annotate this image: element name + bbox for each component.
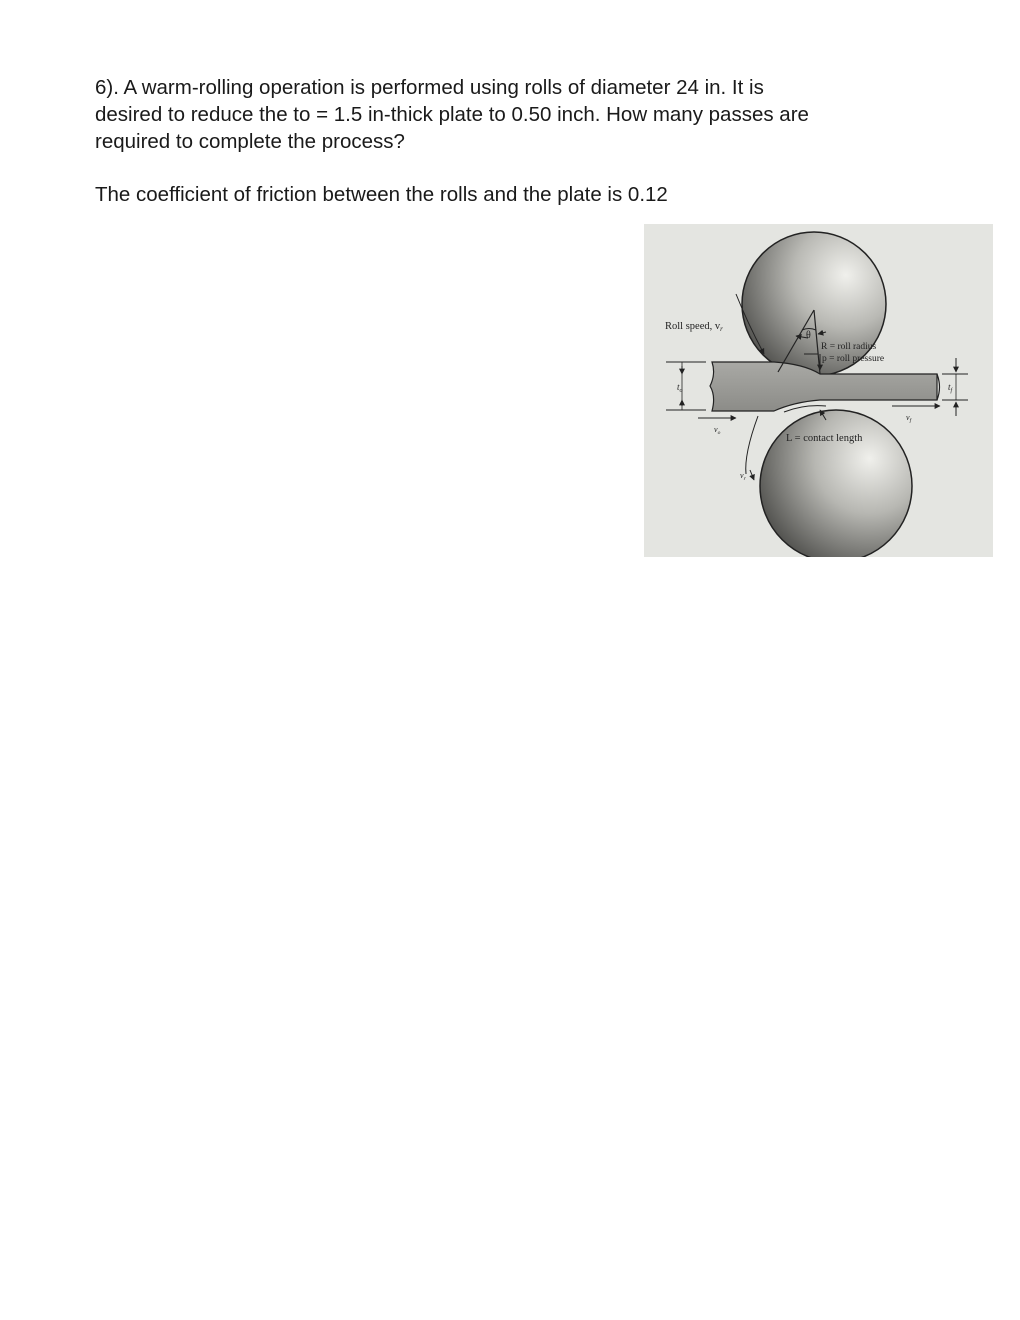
v-f-label: $v_f$ — [906, 413, 912, 424]
friction-note: The coefficient of friction between the rolls and the plate is 0.12 — [95, 183, 668, 206]
t-f-label: $t_f$ — [948, 382, 953, 394]
problem-line-3: required to complete the process? — [95, 130, 405, 153]
roll-radius-label: R = roll radius — [821, 342, 877, 352]
rolling-diagram — [644, 224, 993, 557]
theta-label: θ — [806, 330, 811, 341]
contact-length-label: L = contact length — [786, 433, 863, 444]
problem-line-2: desired to reduce the to = 1.5 in-thick plate to 0.50 inch. How many passes are — [95, 103, 809, 126]
roll-speed-label: Roll speed, vr — [665, 321, 723, 333]
roll-pressure-label: p = roll pressure — [822, 354, 885, 364]
t-o-label: $t_o$ — [677, 382, 683, 394]
v-r-label: $v_r$ — [740, 471, 746, 482]
problem-line-1: 6). A warm-rolling operation is performed using rolls of diameter 24 in. It is — [95, 76, 764, 99]
problem-statement — [95, 74, 975, 155]
rolling-diagram-svg — [644, 224, 993, 557]
v-o-label: $v_o$ — [714, 425, 721, 436]
